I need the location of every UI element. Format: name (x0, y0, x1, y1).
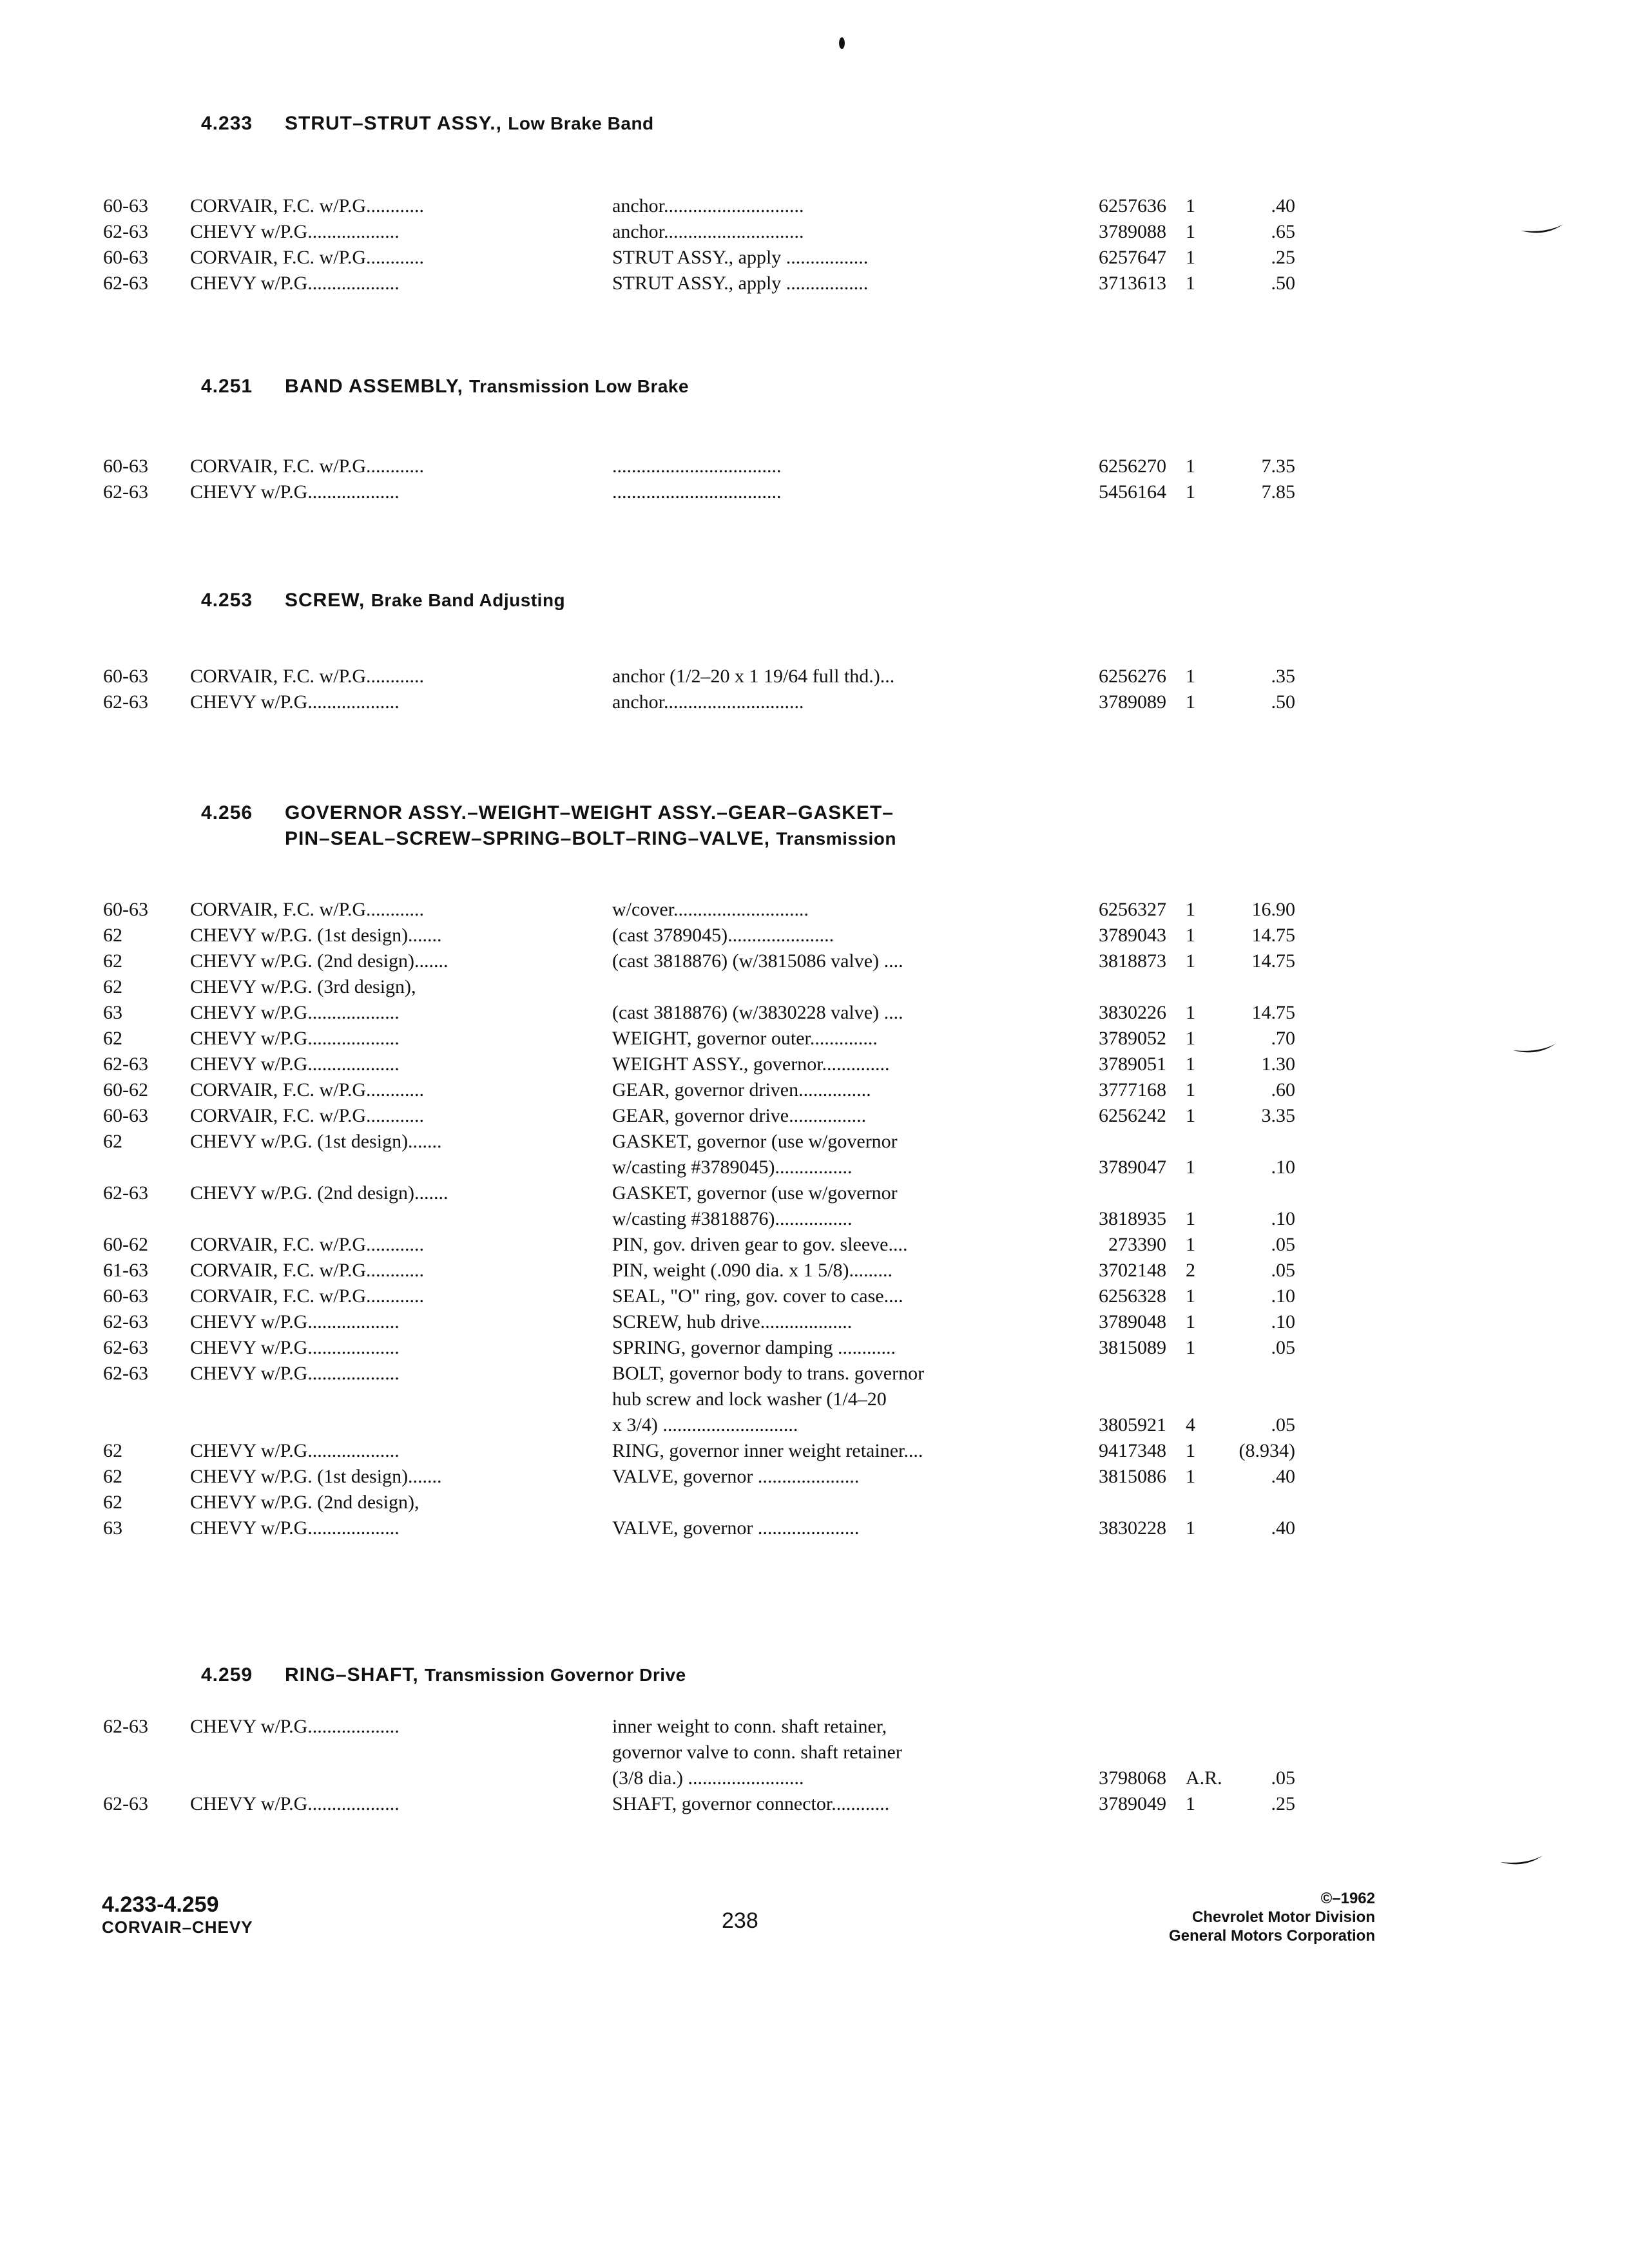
row-description: anchor............................. (612, 221, 804, 242)
row-quantity: 1 (1186, 1466, 1195, 1487)
row-price: .05 (1271, 1337, 1295, 1358)
row-model: CORVAIR, F.C. w/P.G............ (190, 1285, 425, 1307)
row-description: anchor............................. (612, 195, 804, 216)
row-model: CORVAIR, F.C. w/P.G............ (190, 195, 425, 216)
row-year: 62-63 (103, 1182, 148, 1204)
row-price: 14.75 (1251, 925, 1295, 946)
row-quantity: 1 (1186, 1053, 1195, 1075)
row-price: 14.75 (1251, 1002, 1295, 1023)
row-model: CHEVY w/P.G................... (190, 1053, 400, 1075)
row-year: 62-63 (103, 1716, 148, 1737)
row-description: (cast 3818876) (w/3815086 valve) .... (612, 950, 903, 972)
row-price: .65 (1271, 221, 1295, 242)
edge-scan-mark-1 (1519, 219, 1565, 238)
row-price: .40 (1271, 1517, 1295, 1539)
row-model: CHEVY w/P.G. (1st design)....... (190, 1466, 442, 1487)
row-part-number: 6256276 (1099, 666, 1166, 687)
row-year: 60-62 (103, 1234, 148, 1255)
row-model: CHEVY w/P.G................... (190, 1028, 400, 1049)
row-part-number: 3789048 (1099, 1311, 1166, 1332)
section-title: SCREW, (285, 590, 365, 611)
row-description: GASKET, governor (use w/governor (612, 1131, 898, 1152)
row-price: .50 (1271, 691, 1295, 713)
row-model: CHEVY w/P.G................... (190, 691, 400, 713)
row-part-number: 3789088 (1099, 221, 1166, 242)
section-subtitle: Transmission Low Brake (469, 376, 689, 396)
row-model: CHEVY w/P.G................... (190, 1440, 400, 1461)
row-quantity: 1 (1186, 1337, 1195, 1358)
edge-scan-mark-2 (1512, 1039, 1557, 1058)
row-model: CHEVY w/P.G................... (190, 481, 400, 503)
row-description: (cast 3818876) (w/3830228 valve) .... (612, 1002, 903, 1023)
section-subtitle: Brake Band Adjusting (371, 590, 566, 610)
row-part-number: 3789089 (1099, 691, 1166, 713)
row-price: .40 (1271, 1466, 1295, 1487)
row-description: SHAFT, governor connector............ (612, 1793, 890, 1814)
row-model: CORVAIR, F.C. w/P.G............ (190, 899, 425, 920)
row-description: GEAR, governor drive................ (612, 1105, 867, 1126)
row-description: WEIGHT ASSY., governor.............. (612, 1053, 890, 1075)
row-price: .35 (1271, 666, 1295, 687)
row-year: 60-63 (103, 666, 148, 687)
row-year: 61-63 (103, 1260, 148, 1281)
row-quantity: 1 (1186, 1079, 1195, 1100)
row-year: 62 (103, 925, 122, 946)
section-number: 4.233 (201, 113, 253, 134)
row-part-number: 3830226 (1099, 1002, 1166, 1023)
row-model: CHEVY w/P.G................... (190, 221, 400, 242)
row-model: CHEVY w/P.G. (2nd design), (190, 1492, 419, 1513)
row-description: GASKET, governor (use w/governor (612, 1182, 898, 1204)
row-year: 62 (103, 1028, 122, 1049)
row-model: CHEVY w/P.G................... (190, 1311, 400, 1332)
row-price: 3.35 (1261, 1105, 1295, 1126)
section-number: 4.253 (201, 590, 253, 611)
row-quantity: A.R. (1186, 1767, 1222, 1789)
row-part-number: 6257647 (1099, 247, 1166, 268)
row-price: 7.85 (1261, 481, 1295, 503)
section-subtitle: Low Brake Band (508, 113, 654, 133)
section-subtitle: Transmission (776, 829, 896, 849)
row-year: 62-63 (103, 1311, 148, 1332)
row-part-number: 3815086 (1099, 1466, 1166, 1487)
row-model: CHEVY w/P.G................... (190, 1337, 400, 1358)
row-model: CHEVY w/P.G. (1st design)....... (190, 925, 442, 946)
row-price: .60 (1271, 1079, 1295, 1100)
row-model: CORVAIR, F.C. w/P.G............ (190, 1234, 425, 1255)
row-part-number: 3805921 (1099, 1414, 1166, 1436)
row-model: CORVAIR, F.C. w/P.G............ (190, 1105, 425, 1126)
row-model: CORVAIR, F.C. w/P.G............ (190, 456, 425, 477)
row-description: PIN, weight (.090 dia. x 1 5/8)......... (612, 1260, 892, 1281)
row-year: 62 (103, 950, 122, 972)
row-quantity: 1 (1186, 456, 1195, 477)
row-model: CHEVY w/P.G................... (190, 1793, 400, 1814)
row-part-number: 9417348 (1099, 1440, 1166, 1461)
row-description: anchor (1/2–20 x 1 19/64 full thd.)... (612, 666, 895, 687)
row-year: 62 (103, 1440, 122, 1461)
row-part-number: 3815089 (1099, 1337, 1166, 1358)
row-price: .10 (1271, 1285, 1295, 1307)
row-year: 60-63 (103, 899, 148, 920)
row-description: VALVE, governor ..................... (612, 1466, 860, 1487)
row-year: 62-63 (103, 481, 148, 503)
row-part-number: 3713613 (1099, 273, 1166, 294)
division-name: Chevrolet Motor Division (1191, 1908, 1375, 1926)
section-heading-4-251 (201, 374, 689, 399)
row-part-number: 3777168 (1099, 1079, 1166, 1100)
section-heading-4-256 (201, 800, 896, 852)
row-description: (cast 3789045)...................... (612, 925, 834, 946)
row-quantity: 1 (1186, 1208, 1195, 1229)
row-model: CORVAIR, F.C. w/P.G............ (190, 1260, 425, 1281)
page-number: 238 (722, 1908, 758, 1933)
row-model: CHEVY w/P.G. (2nd design)....... (190, 950, 448, 972)
row-year: 62-63 (103, 221, 148, 242)
row-description: w/casting #3789045)................ (612, 1157, 853, 1178)
section-subtitle: Transmission Governor Drive (425, 1665, 686, 1685)
row-quantity: 1 (1186, 481, 1195, 503)
row-part-number: 6256242 (1099, 1105, 1166, 1126)
row-price: 7.35 (1261, 456, 1295, 477)
row-price: .10 (1271, 1208, 1295, 1229)
row-model: CHEVY w/P.G. (1st design)....... (190, 1131, 442, 1152)
row-description: GEAR, governor driven............... (612, 1079, 871, 1100)
row-description: STRUT ASSY., apply ................. (612, 247, 869, 268)
row-part-number: 6256270 (1099, 456, 1166, 477)
row-quantity: 1 (1186, 1517, 1195, 1539)
row-model: CHEVY w/P.G................... (190, 273, 400, 294)
row-quantity: 1 (1186, 1311, 1195, 1332)
row-description: x 3/4) ............................ (612, 1414, 798, 1436)
row-part-number: 6257636 (1099, 195, 1166, 216)
row-quantity: 1 (1186, 1028, 1195, 1049)
row-model: CHEVY w/P.G. (2nd design)....... (190, 1182, 448, 1204)
row-part-number: 6256327 (1099, 899, 1166, 920)
row-description: BOLT, governor body to trans. governor (612, 1363, 925, 1384)
row-quantity: 1 (1186, 273, 1195, 294)
row-year: 60-63 (103, 456, 148, 477)
corporation-name: General Motors Corporation (1168, 1927, 1375, 1945)
row-model: CHEVY w/P.G................... (190, 1716, 400, 1737)
row-price: .05 (1271, 1234, 1295, 1255)
section-number: 4.259 (201, 1664, 253, 1686)
row-part-number: 5456164 (1099, 481, 1166, 503)
row-price: .05 (1271, 1260, 1295, 1281)
row-year: 60-63 (103, 247, 148, 268)
row-price: .25 (1271, 1793, 1295, 1814)
row-price: .05 (1271, 1767, 1295, 1789)
section-heading-4-253 (201, 588, 565, 613)
row-description: RING, governor inner weight retainer.... (612, 1440, 923, 1461)
row-description: (3/8 dia.) ........................ (612, 1767, 804, 1789)
row-model: CHEVY w/P.G. (3rd design), (190, 976, 416, 997)
row-quantity: 1 (1186, 899, 1195, 920)
section-title-line-2: PIN–SEAL–SCREW–SPRING–BOLT–RING–VALVE, (285, 828, 771, 849)
row-quantity: 1 (1186, 1157, 1195, 1178)
edge-scan-mark-3 (1499, 1850, 1544, 1870)
row-part-number: 3789052 (1099, 1028, 1166, 1049)
row-description: w/cover............................ (612, 899, 809, 920)
row-model: CHEVY w/P.G................... (190, 1363, 400, 1384)
row-price: .05 (1271, 1414, 1295, 1436)
row-part-number: 6256328 (1099, 1285, 1166, 1307)
row-year: 62-63 (103, 1053, 148, 1075)
footer-model: CORVAIR–CHEVY (102, 1917, 253, 1937)
row-price: .10 (1271, 1157, 1295, 1178)
row-quantity: 1 (1186, 1234, 1195, 1255)
row-quantity: 1 (1186, 691, 1195, 713)
row-part-number: 3830228 (1099, 1517, 1166, 1539)
row-model: CORVAIR, F.C. w/P.G............ (190, 247, 425, 268)
row-year: 60-63 (103, 1285, 148, 1307)
row-part-number: 273390 (1108, 1234, 1166, 1255)
row-description: WEIGHT, governor outer.............. (612, 1028, 878, 1049)
row-description: SCREW, hub drive................... (612, 1311, 853, 1332)
row-quantity: 1 (1186, 247, 1195, 268)
row-model: CHEVY w/P.G................... (190, 1002, 400, 1023)
section-heading-4-233 (201, 111, 654, 137)
row-description: PIN, gov. driven gear to gov. sleeve.... (612, 1234, 908, 1255)
row-description: ................................... (612, 456, 782, 477)
section-title: GOVERNOR ASSY.–WEIGHT–WEIGHT ASSY.–GEAR–GASKET– (285, 802, 894, 823)
row-price: .40 (1271, 195, 1295, 216)
row-price: 1.30 (1261, 1053, 1295, 1075)
row-price: (8.934) (1239, 1440, 1295, 1461)
row-quantity: 2 (1186, 1260, 1195, 1281)
row-quantity: 1 (1186, 1285, 1195, 1307)
row-model: CORVAIR, F.C. w/P.G............ (190, 666, 425, 687)
row-year: 62 (103, 1131, 122, 1152)
row-year: 60-62 (103, 1079, 148, 1100)
page-dot-mark (839, 37, 845, 49)
row-description: hub screw and lock washer (1/4–20 (612, 1389, 887, 1410)
row-description: VALVE, governor ..................... (612, 1517, 860, 1539)
row-description: anchor............................. (612, 691, 804, 713)
row-description: inner weight to conn. shaft retainer, (612, 1716, 887, 1737)
row-price: 16.90 (1251, 899, 1295, 920)
row-quantity: 1 (1186, 666, 1195, 687)
row-description: SPRING, governor damping ............ (612, 1337, 896, 1358)
section-title: RING–SHAFT, (285, 1664, 419, 1686)
copyright-year: ©–1962 (1320, 1890, 1375, 1907)
section-number: 4.256 (201, 802, 253, 823)
row-part-number: 3789049 (1099, 1793, 1166, 1814)
row-model: CORVAIR, F.C. w/P.G............ (190, 1079, 425, 1100)
row-part-number: 3789047 (1099, 1157, 1166, 1178)
row-year: 60-63 (103, 195, 148, 216)
row-year: 62-63 (103, 691, 148, 713)
footer-copyright (1169, 1889, 1375, 1945)
row-year: 62-63 (103, 1363, 148, 1384)
row-year: 62-63 (103, 1793, 148, 1814)
row-part-number: 3818873 (1099, 950, 1166, 972)
section-title: STRUT–STRUT ASSY., (285, 113, 502, 134)
row-year: 63 (103, 1517, 122, 1539)
row-quantity: 1 (1186, 195, 1195, 216)
row-part-number: 3789051 (1099, 1053, 1166, 1075)
row-year: 60-63 (103, 1105, 148, 1126)
row-part-number: 3789043 (1099, 925, 1166, 946)
row-price: .50 (1271, 273, 1295, 294)
section-number: 4.251 (201, 376, 253, 397)
row-price: .10 (1271, 1311, 1295, 1332)
row-description: ................................... (612, 481, 782, 503)
row-year: 62 (103, 1492, 122, 1513)
row-quantity: 1 (1186, 950, 1195, 972)
row-quantity: 1 (1186, 1002, 1195, 1023)
row-part-number: 3702148 (1099, 1260, 1166, 1281)
row-description: governor valve to conn. shaft retainer (612, 1742, 902, 1763)
row-description: STRUT ASSY., apply ................. (612, 273, 869, 294)
row-price: .70 (1271, 1028, 1295, 1049)
row-quantity: 1 (1186, 221, 1195, 242)
row-part-number: 3798068 (1099, 1767, 1166, 1789)
row-quantity: 1 (1186, 925, 1195, 946)
footer-range: 4.233-4.259 (102, 1892, 219, 1917)
row-description: SEAL, "O" ring, gov. cover to case.... (612, 1285, 903, 1307)
row-price: .25 (1271, 247, 1295, 268)
row-quantity: 1 (1186, 1105, 1195, 1126)
row-year: 63 (103, 1002, 122, 1023)
section-heading-4-259 (201, 1662, 686, 1688)
section-title: BAND ASSEMBLY, (285, 376, 463, 397)
row-year: 62-63 (103, 273, 148, 294)
row-year: 62 (103, 1466, 122, 1487)
footer-section-range (102, 1892, 253, 1937)
row-quantity: 1 (1186, 1440, 1195, 1461)
row-model: CHEVY w/P.G................... (190, 1517, 400, 1539)
row-quantity: 1 (1186, 1793, 1195, 1814)
row-description: w/casting #3818876)................ (612, 1208, 853, 1229)
row-year: 62 (103, 976, 122, 997)
row-price: 14.75 (1251, 950, 1295, 972)
row-year: 62-63 (103, 1337, 148, 1358)
row-quantity: 4 (1186, 1414, 1195, 1436)
row-part-number: 3818935 (1099, 1208, 1166, 1229)
